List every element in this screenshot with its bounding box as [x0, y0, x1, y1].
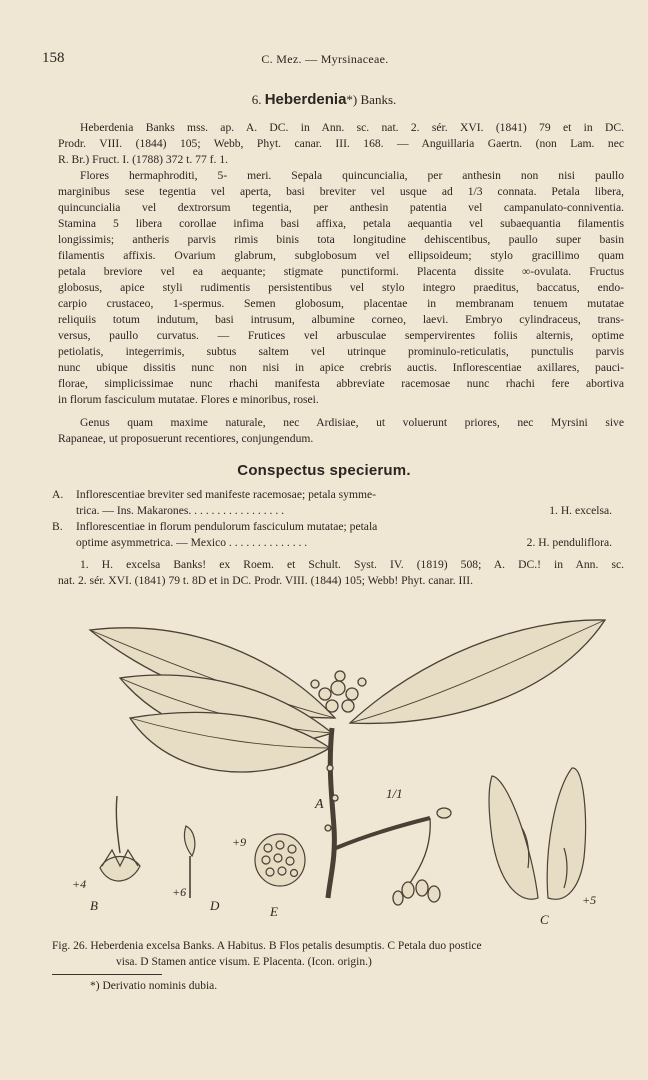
- description-line: reliquiis totum indutum, basi intrusum, albumine corneo, laevi. Embryo cylindraceus, trans-: [58, 313, 624, 326]
- key-text: optime asymmetrica. — Mexico . . . . . . . . . . . . . .: [76, 536, 308, 549]
- remark-paragraph: [58, 415, 624, 447]
- description-line: filamentis affixis. Ovarium glabrum, subglobosum vel ellipsoideum; stylo gracillimo quam: [58, 249, 624, 262]
- label-a: A: [315, 797, 324, 812]
- key-text: Inflorescentiae breviter sed manifeste racemosae; petala symme-: [76, 488, 377, 501]
- description-line: nunc ubique dissitis nunc non nisi in apice crebris auctis. Inflorescentiae axillares, pauci-: [58, 361, 624, 374]
- stem: [328, 728, 334, 898]
- figure-svg: [60, 598, 630, 938]
- key-row: [52, 519, 612, 535]
- fruit-cluster: [393, 808, 451, 905]
- description-paragraph: [58, 168, 624, 408]
- footnote-rule: [52, 974, 162, 975]
- magnification-a: 1/1: [386, 786, 403, 801]
- botanical-illustration: [60, 598, 630, 938]
- caption-line: visa. D Stamen antice visum. E Placenta. (Icon. origin.): [116, 956, 372, 968]
- description-line: petiolatis, integerrimis, subtus saltem vel utrinque prominulo-reticulatis, punctulis parvis: [58, 345, 624, 358]
- flower-detail-b: [100, 796, 140, 881]
- description-line: petala breviore vel ea aequante; stigmate punctiformi. Placenta dissite ∞-ovulata. Fructus: [58, 265, 624, 278]
- key-text: Inflorescentiae in florum pendulorum fasciculum mutatae; petala: [76, 520, 378, 533]
- description-line: carpio crustaceo, 1-spermus. Semen globosum, placentae in membranam tenuem mutatae: [58, 297, 624, 310]
- description-line: marginibus sese tegentia vel aperta, basi breviter vel usque ad 1/3 connata. Petala libera,: [58, 185, 624, 198]
- description-line: in florum fasciculum mutatae. Flores e minoribus, rosei.: [58, 393, 319, 406]
- genus-heading: [0, 91, 648, 108]
- description-line: Flores hermaphroditi, 5- meri. Sepala quincuncialia, per anthesin non nisi paullo: [80, 169, 624, 182]
- placenta-detail-e: [255, 834, 305, 886]
- synonymy-line: R. Br.) Fruct. I. (1788) 372 t. 77 f. 1.: [58, 153, 229, 166]
- genus-suffix: *) Banks.: [346, 92, 397, 107]
- description-line: Stamina 5 libera corollae infima basi affixa, petala aequantia vel subaequantia filamentis: [58, 217, 624, 230]
- description-line: longissimis; antheris parvis rimis binis tota longitudine dehiscentibus, paullo super basin: [58, 233, 624, 246]
- key-row: [52, 503, 612, 519]
- key-text: trica. — Ins. Makarones. . . . . . . . . . . . . . . . .: [76, 504, 285, 517]
- running-title: C. Mez. — Myrsinaceae.: [261, 52, 389, 66]
- label-d: D: [210, 898, 220, 913]
- genus-number: 6.: [251, 92, 262, 107]
- species-entry-line: 1. H. excelsa Banks! ex Roem. et Schult. Syst. IV. (1819) 508; A. DC.! in Ann. sc.: [80, 558, 624, 571]
- remark-line: Rapaneae, ut proposuerunt recentiores, conjungendum.: [58, 432, 314, 445]
- magnification-e: +9: [232, 835, 247, 849]
- synonymy-paragraph: [58, 120, 624, 168]
- remark-line: Genus quam maxime naturale, nec Ardisiae, ut voluerunt priores, nec Myrsini sive: [80, 416, 624, 429]
- label-e: E: [270, 904, 278, 919]
- caption-line: Fig. 26. Heberdenia excelsa Banks. A Habitus. B Flos petalis desumptis. C Petala duo postice: [52, 940, 482, 952]
- leaf-right: [350, 620, 605, 723]
- magnification-b: +4: [72, 877, 87, 891]
- branch: [336, 818, 430, 848]
- page-number: 158: [42, 50, 65, 66]
- synonymy-line: Heberdenia Banks mss. ap. A. DC. in Ann. sc. nat. 2. sér. XVI. (1841) 79 et in DC.: [80, 121, 624, 134]
- description-line: florae, simplicissimae nunc rhachi manifesta abbreviate racemosae nunc rhachi fere abortiva: [58, 377, 624, 390]
- magnification-c: +5: [582, 893, 597, 907]
- footnote: *) Derivatio nominis dubia.: [90, 980, 218, 992]
- key-label: B.: [52, 520, 63, 533]
- species-entry: [58, 557, 624, 589]
- figure-caption: [52, 938, 628, 970]
- synonymy-line: Prodr. VIII. (1844) 105; Webb, Phyt. canar. III. 168. — Anguillaria Gaertn. (non Lam. nec: [58, 137, 624, 150]
- key-row: [52, 535, 612, 551]
- label-b: B: [90, 898, 98, 913]
- description-line: quincuncialia vel dextrorsum tegentia, per anthesin patentia vel campanulato-conniventia.: [58, 201, 624, 214]
- species-entry-line: nat. 2. sér. XVI. (1841) 79 t. 8D et in DC. Prodr. VIII. (1844) 105; Webb! Phyt. canar. III.: [58, 574, 473, 587]
- species-key: [52, 487, 612, 551]
- description-line: globosus, apice styli rudimentis persistentibus vel stylo integro praeditus, baccatus, endo-: [58, 281, 624, 294]
- description-line: versus, paullo curvatus. — Frutices vel arbusculae sempervirentes foliis alternis, optime: [58, 329, 624, 342]
- key-label: A.: [52, 488, 64, 501]
- page-header: [40, 50, 610, 70]
- key-row: [52, 487, 612, 503]
- label-c: C: [540, 912, 549, 927]
- genus-name: Heberdenia: [264, 91, 347, 108]
- magnification-d: +6: [172, 885, 187, 899]
- key-result: 2. H. penduliflora.: [526, 536, 612, 549]
- key-result: 1. H. excelsa.: [549, 504, 612, 517]
- conspectus-title: Conspectus specierum.: [237, 462, 411, 479]
- petals-detail-c: [489, 768, 586, 899]
